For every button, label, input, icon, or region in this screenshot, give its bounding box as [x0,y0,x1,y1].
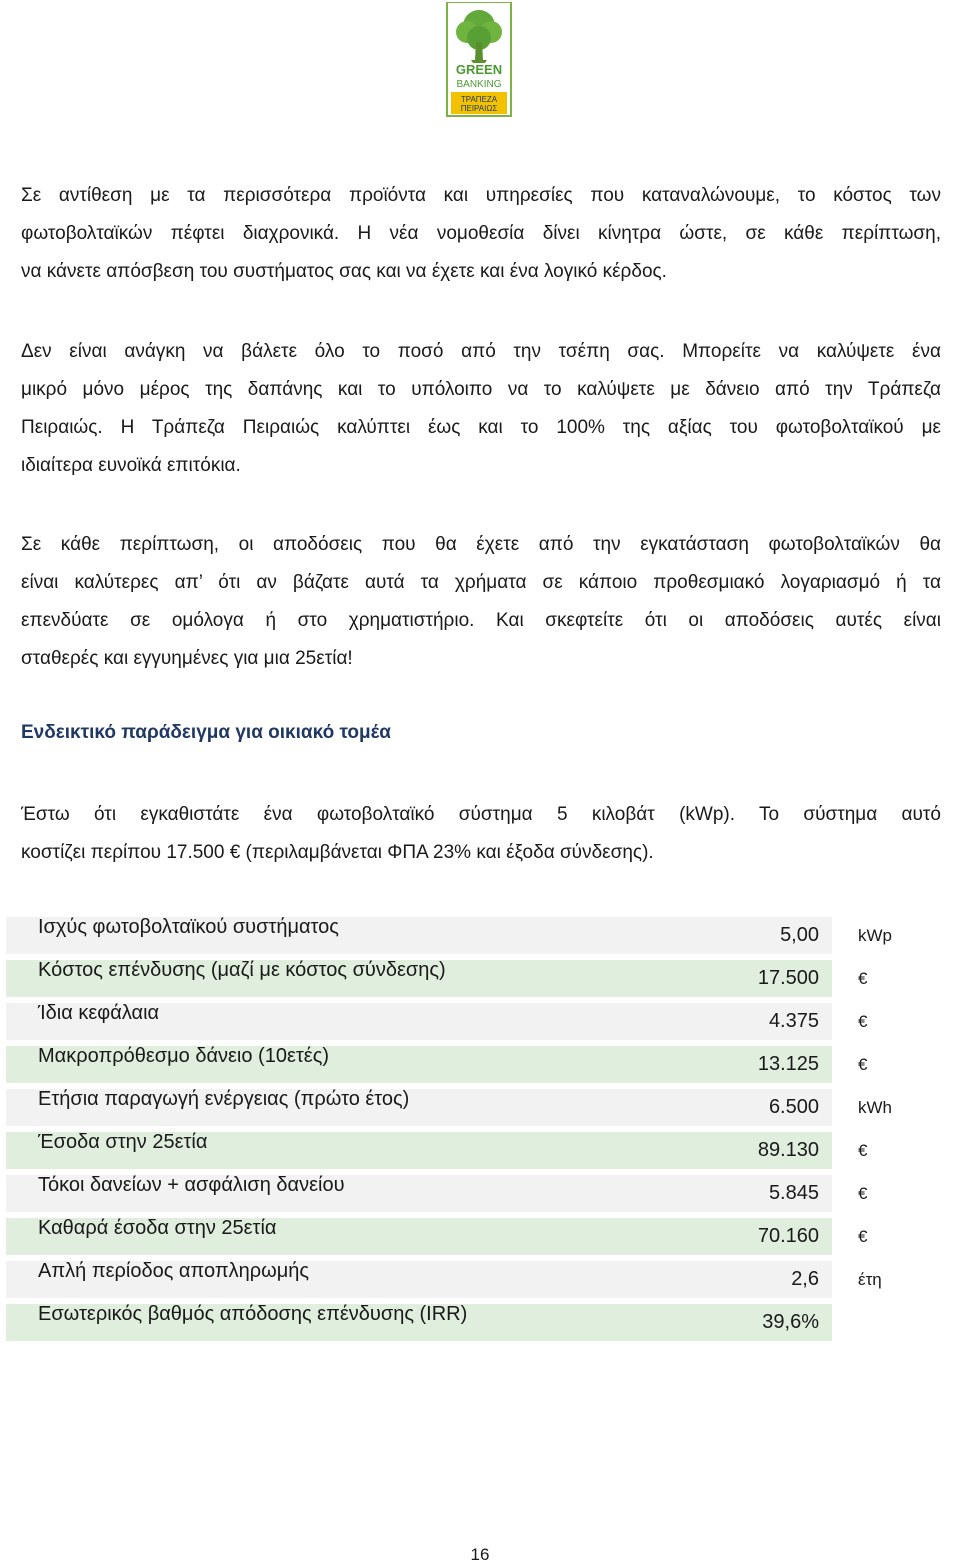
table-row [6,1000,955,1043]
table-unit-cell [832,1046,955,1083]
table-row-label: Καθαρά έσοδα στην 25ετία [38,1217,277,1239]
logo-text-bank1: ΤΡΑΠΕΖΑ [460,95,498,104]
table-row-label: Έσοδα στην 25ετία [38,1131,208,1153]
table-row-unit: € [858,1012,868,1031]
table-row-unit: kWp [858,926,892,945]
table-row [6,914,955,957]
table-unit-cell [832,1304,955,1341]
green-banking-logo [445,2,513,118]
paragraph-line: κοστίζει περίπου 17.500 € (περιλαμβάνεται ΦΠΑ 23% και έξοδα σύνδεσης). [21,842,654,863]
logo-text-banking: BANKING [456,79,502,90]
table-row-label: Ετήσια παραγωγή ενέργειας (πρώτο έτος) [38,1088,410,1110]
paragraph-3 [21,526,941,678]
paragraph-line: είναι καλύτερες απ’ ότι αν βάζατε αυτά τα χρήματα σε κάποιο προθεσμιακό λογαριασμό ή τα [21,572,941,593]
table-row [6,1215,955,1258]
table-row-value: 70.160 [757,1225,819,1247]
table-row [6,1086,955,1129]
table-row-label: Μακροπρόθεσμο δάνειο (10ετές) [38,1045,329,1067]
page-number: 16 [470,1545,490,1564]
table-row-label: Εσωτερικός βαθμός απόδοσης επένδυσης (IRR) [38,1303,468,1325]
paragraph-line: ιδιαίτερα ευνοϊκά επιτόκια. [21,455,241,476]
green-banking-logo-graphic [445,2,513,118]
paragraph-line: Έστω ότι εγκαθιστάτε ένα φωτοβολταϊκό σύστημα 5 κιλοβάτ (kWp). Το σύστημα αυτό [21,804,941,825]
table-row-unit: € [858,1184,868,1203]
table-row-unit: € [858,1141,868,1160]
investment-table [6,914,955,1344]
logo-text-green: GREEN [455,62,503,77]
table-row-unit: € [858,1227,868,1246]
paragraph-4 [21,796,941,872]
table-row [6,1129,955,1172]
paragraph-line: Δεν είναι ανάγκη να βάλετε όλο το ποσό από την τσέπη σας. Μπορείτε να καλύψετε ένα [21,341,941,362]
table-row-label: Απλή περίοδος αποπληρωμής [38,1260,310,1282]
paragraph-line: να κάνετε απόσβεση του συστήματος σας και να έχετε και ένα λογικό κέρδος. [21,261,667,282]
table-row-unit: € [858,1055,868,1074]
table-row [6,1301,955,1344]
table-row-value: 17.500 [757,967,819,989]
paragraph-2 [21,333,941,485]
paragraph-1 [21,177,941,291]
table-row-value: 5.845 [768,1182,819,1204]
paragraph-line: επενδύατε σε ομόλογα ή στο χρηματιστήριο. Και σκεφτείτε ότι οι αποδόσεις αυτές είναι [21,610,941,631]
table-row-value: 13.125 [757,1053,819,1075]
table-row [6,957,955,1000]
table-row-value: 89.130 [757,1139,819,1161]
table-row-label: Κόστος επένδυσης (μαζί με κόστος σύνδεσης) [38,959,446,981]
table-unit-cell [832,1003,955,1040]
table-unit-cell [832,960,955,997]
table-row-value: 5,00 [780,924,819,946]
table-row-unit: € [858,969,868,988]
table-row-label: Ίδια κεφάλαια [38,1002,160,1024]
table-row [6,1258,955,1301]
table-unit-cell [832,917,955,954]
paragraph-line: Σε αντίθεση με τα περισσότερα προϊόντα και υπηρεσίες που καταναλώνουμε, το κόστος των [21,185,941,206]
paragraph-line: φωτοβολταϊκών πέφτει διαχρονικά. Η νέα νομοθεσία δίνει κίνητρα ώστε, σε κάθε περίπτωση, [21,223,941,244]
table-row [6,1172,955,1215]
table-unit-cell [832,1175,955,1212]
logo-text-bank2: ΠΕΙΡΑΙΩΣ [460,104,498,113]
section-heading: Ενδεικτικό παράδειγμα για οικιακό τομέα [21,722,391,743]
paragraph-line: σταθερές και εγγυημένες για μια 25ετία! [21,648,353,669]
table-row-unit: έτη [858,1270,882,1289]
table-unit-cell [832,1261,955,1298]
table-row-label: Ισχύς φωτοβολταϊκού συστήματος [38,916,339,938]
table-row-value: 4.375 [768,1010,819,1032]
paragraph-line: Σε κάθε περίπτωση, οι αποδόσεις που θα έχετε από την εγκατάσταση φωτοβολταϊκών θα [21,534,941,555]
table-unit-cell [832,1218,955,1255]
paragraph-line: μικρό μόνο μέρος της δαπάνης και το υπόλοιπο να το καλύψετε με δάνειο από την Τράπεζα [21,379,941,400]
table-row [6,1043,955,1086]
table-unit-cell [832,1132,955,1169]
table-row-unit: kWh [858,1098,892,1117]
table-row-label: Τόκοι δανείων + ασφάλιση δανείου [38,1174,345,1196]
paragraph-line: Πειραιώς. Η Τράπεζα Πειραιώς καλύπτει έως και το 100% της αξίας του φωτοβολταϊκού με [21,417,941,438]
table-unit-cell [832,1089,955,1126]
table-row-value: 39,6% [762,1311,819,1333]
table-row-value: 6.500 [768,1096,819,1118]
table-row-value: 2,6 [791,1268,819,1290]
